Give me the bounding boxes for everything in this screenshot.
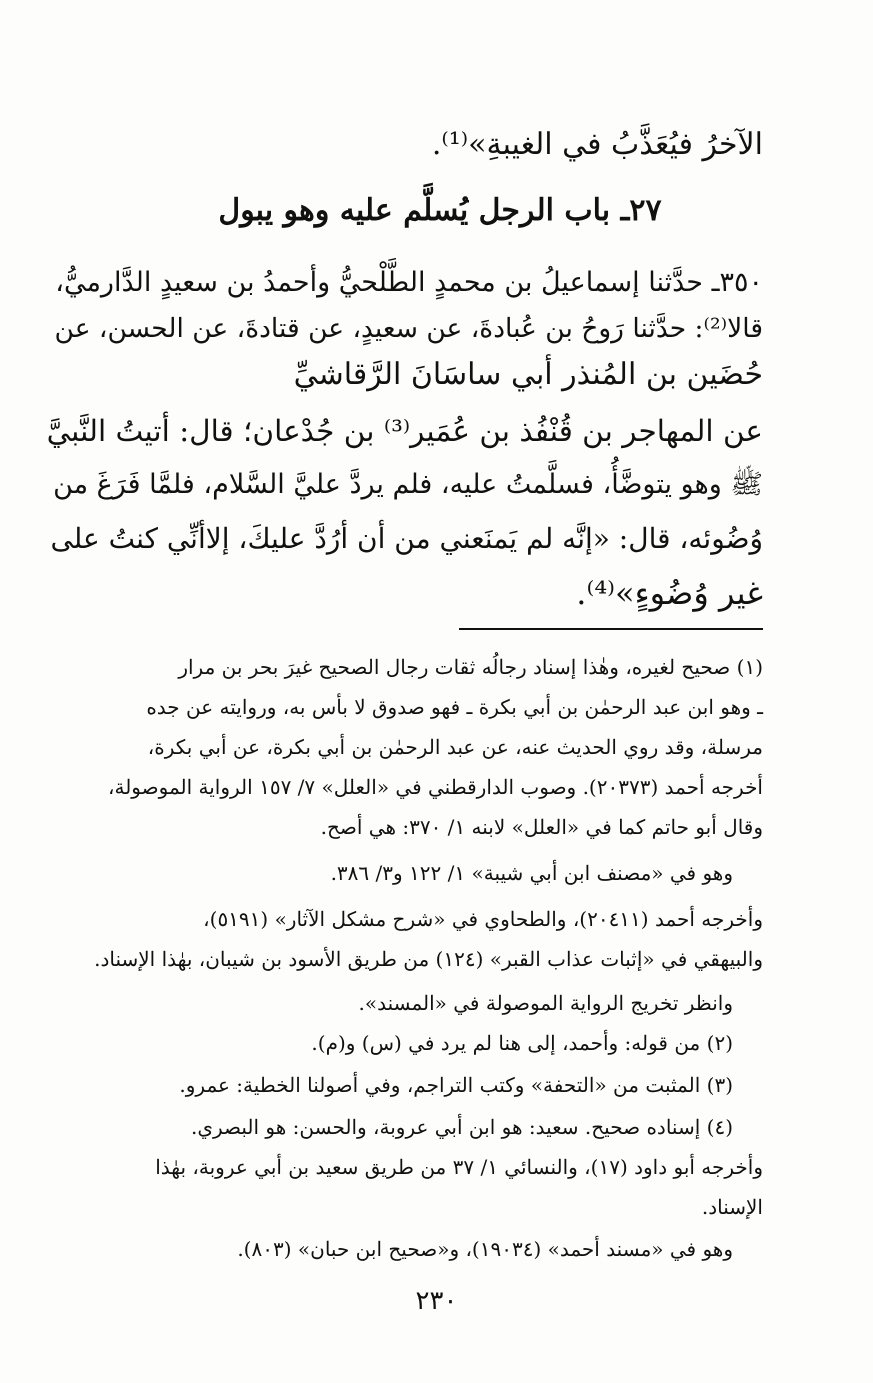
isnad-line-1: ٣٥٠ـ حدَّثنا إسماعيلُ بن محمدٍ الطَّلْحيُّ وأحمدُ بن سعيدٍ الدَّارميُّ، (55, 267, 763, 298)
footnote-line: والبيهقي في «إثبات عذاب القبر» (١٢٤) من طريق الأسود بن شيبان، بهٰذا الإسناد. (94, 947, 763, 971)
continuation-line: الآخرُ فيُعَذَّبُ في الغيبةِ»⁽¹⁾. (431, 127, 763, 162)
footnote-line: (٤) إسناده صحيح. سعيد: هو ابن أبي عروبة، والحسن: هو البصري. (190, 1115, 733, 1139)
matn-line-3: وُضُوئه، قال: «إنَّه لم يَمنَعني من أن أرُدَّ عليكَ، إلاأنِّي كنتُ على (50, 522, 763, 555)
chapter-heading: ٢٧ـ باب الرجل يُسلَّم عليه وهو يبول (218, 193, 662, 228)
footnote-line: مرسلة، وقد روي الحديث عنه، عن عبد الرحمٰن بن أبي بكرة، عن أبي بكرة، (147, 735, 763, 759)
matn-line-1: عن المهاجر بن قُنْفُذ بن عُمَير⁽³⁾ بن جُدْعان؛ قال: أتيتُ النَّبيَّ (46, 414, 763, 448)
footnote-line: الإسناد. (701, 1195, 763, 1219)
footnote-line: وأخرجه أبو داود (١٧)، والنسائي ١/ ٣٧ من طريق سعيد بن أبي عروبة، بهٰذا (155, 1155, 763, 1179)
footnote-line: (٣) المثبت من «التحفة» وكتب التراجم، وفي أصولنا الخطية: عمرو. (179, 1073, 733, 1097)
footnote-line: وأخرجه أحمد (٢٠٤١١)، والطحاوي في «شرح مشكل الآثار» (٥١٩١)، (203, 907, 763, 931)
page-number: ٢٣٠ (415, 1286, 458, 1316)
footnote-line: وهو في «مصنف ابن أبي شيبة» ١/ ١٢٢ و٣/ ٣٨٦. (330, 861, 733, 885)
footnote-line: أخرجه أحمد (٢٠٣٧٣). وصوب الدارقطني في «العلل» ٧/ ١٥٧ الرواية الموصولة، (108, 775, 763, 799)
footnote-separator (459, 628, 763, 630)
footnote-line: ـ وهو ابن عبد الرحمٰن بن أبي بكرة ـ فهو صدوق لا بأس به، وروايته عن جده (146, 695, 763, 719)
footnote-line: (١) صحيح لغيره، وهٰذا إسناد رجالُه ثقات رجال الصحيح غيرَ بحر بن مرار (178, 655, 763, 679)
footnote-line: وانظر تخريج الرواية الموصولة في «المسند». (358, 991, 733, 1015)
footnote-line: وقال أبو حاتم كما في «العلل» لابنه ١/ ٣٧٠: هي أصح. (320, 815, 763, 839)
matn-line-4: غير وُضُوءٍ»⁽⁴⁾. (576, 574, 763, 612)
footnote-line: وهو في «مسند أحمد» (١٩٠٣٤)، و«صحيح ابن حبان» (٨٠٣). (237, 1237, 733, 1261)
footnote-line: (٢) من قوله: وأحمد، إلى هنا لم يرد في (س) و(م). (311, 1031, 733, 1055)
matn-line-2: ﷺ وهو يتوضَّأُ، فسلَّمتُ عليه، فلم يردَّ عليَّ السَّلام، فلمَّا فَرَغَ من (53, 469, 763, 500)
isnad-line-2: قالا⁽²⁾: حدَّثنا رَوحُ بن عُبادةَ، عن سعيدٍ، عن قتادةَ، عن الحسن، عن (54, 313, 763, 344)
isnad-line-3: حُضَين بن المُنذر أبي ساسَانَ الرَّقاشيِّ (293, 357, 763, 392)
